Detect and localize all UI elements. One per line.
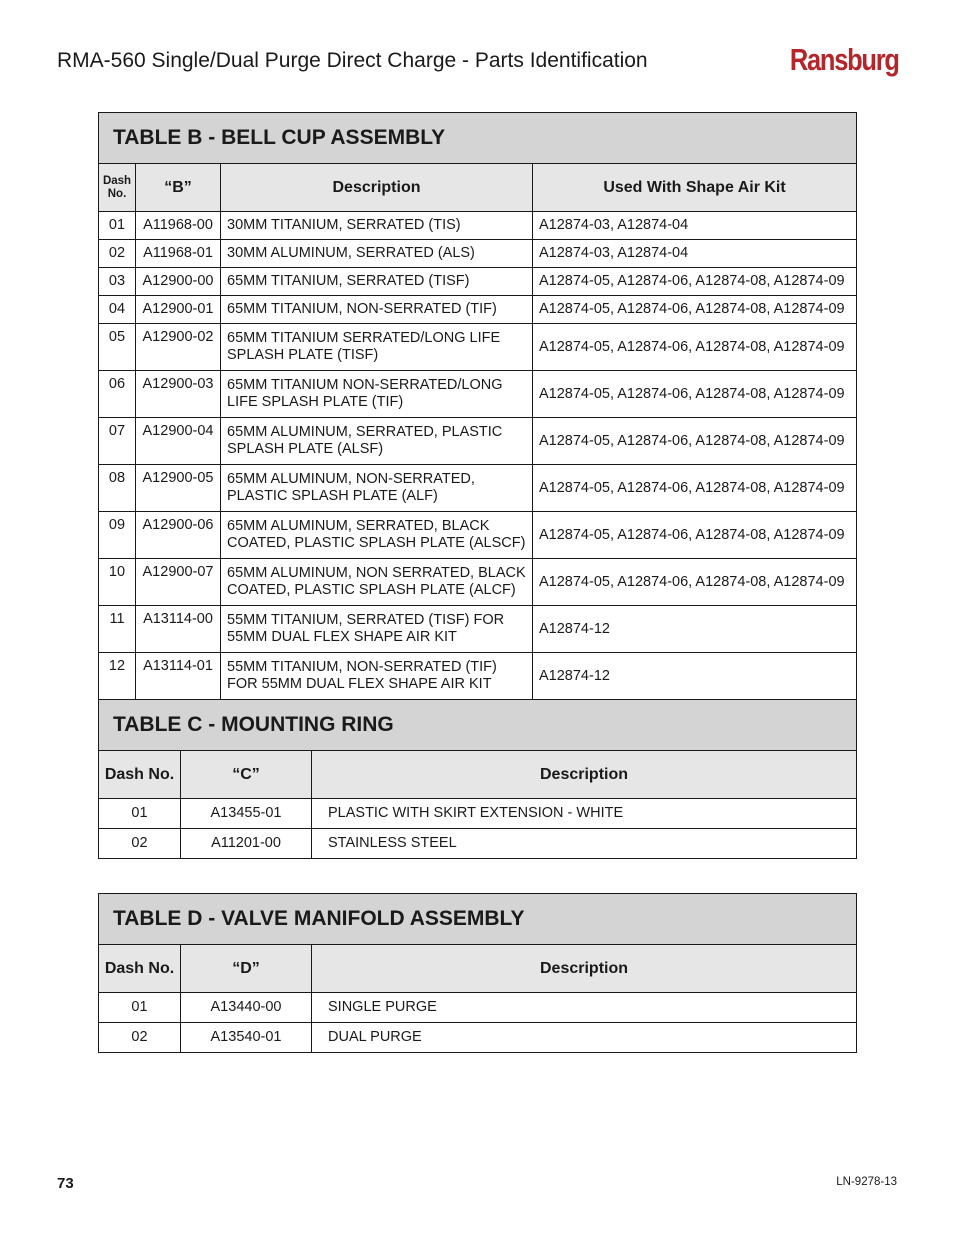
dash-cell: 05 — [99, 324, 136, 371]
column-header-description: Description — [221, 164, 533, 212]
table-title: TABLE C - MOUNTING RING — [99, 700, 857, 751]
dash-cell: 02 — [99, 1023, 181, 1053]
table-row — [99, 799, 857, 829]
description-cell: 65MM TITANIUM, NON-SERRATED (TIF) — [221, 296, 533, 324]
table-row — [99, 512, 857, 559]
part-cell: A12900-01 — [136, 296, 221, 324]
column-header-kit: Used With Shape Air Kit — [533, 164, 857, 212]
column-header-part: “B” — [136, 164, 221, 212]
kit-cell: A12874-05, A12874-06, A12874-08, A12874-09 — [533, 418, 857, 465]
table-row — [99, 268, 857, 296]
description-cell: DUAL PURGE — [312, 1023, 857, 1053]
part-cell: A11968-00 — [136, 212, 221, 240]
table-row — [99, 296, 857, 324]
dash-cell: 11 — [99, 606, 136, 653]
part-cell: A12900-04 — [136, 418, 221, 465]
table-title: TABLE D - VALVE MANIFOLD ASSEMBLY — [99, 894, 857, 945]
description-cell: 55MM TITANIUM, SERRATED (TISF) FOR 55MM DUAL FLEX SHAPE AIR KIT — [221, 606, 533, 653]
column-header-dash: Dash No. — [99, 751, 181, 799]
mounting-ring-table — [98, 699, 857, 859]
dash-cell: 01 — [99, 993, 181, 1023]
dash-cell: 02 — [99, 829, 181, 859]
column-header-description: Description — [312, 751, 857, 799]
table-row — [99, 371, 857, 418]
dash-cell: 07 — [99, 418, 136, 465]
dash-cell: 08 — [99, 465, 136, 512]
table-row — [99, 993, 857, 1023]
description-cell: 65MM ALUMINUM, SERRATED, BLACK COATED, PLASTIC SPLASH PLATE (ALSCF) — [221, 512, 533, 559]
dash-cell: 01 — [99, 212, 136, 240]
dash-cell: 09 — [99, 512, 136, 559]
kit-cell: A12874-05, A12874-06, A12874-08, A12874-09 — [533, 268, 857, 296]
part-cell: A12900-02 — [136, 324, 221, 371]
kit-cell: A12874-12 — [533, 653, 857, 700]
part-cell: A13455-01 — [181, 799, 312, 829]
part-cell: A12900-05 — [136, 465, 221, 512]
description-cell: 65MM TITANIUM SERRATED/LONG LIFE SPLASH PLATE (TISF) — [221, 324, 533, 371]
kit-cell: A12874-05, A12874-06, A12874-08, A12874-09 — [533, 559, 857, 606]
column-header-dash: Dash No. — [99, 945, 181, 993]
description-cell: PLASTIC WITH SKIRT EXTENSION - WHITE — [312, 799, 857, 829]
description-cell: 65MM ALUMINUM, SERRATED, PLASTIC SPLASH PLATE (ALSF) — [221, 418, 533, 465]
description-cell: SINGLE PURGE — [312, 993, 857, 1023]
dash-cell: 03 — [99, 268, 136, 296]
part-cell: A13114-01 — [136, 653, 221, 700]
bell-cup-assembly-table — [98, 112, 857, 700]
table-row — [99, 653, 857, 700]
part-cell: A12900-00 — [136, 268, 221, 296]
column-header-part: “C” — [181, 751, 312, 799]
table-row — [99, 418, 857, 465]
table-row — [99, 240, 857, 268]
part-cell: A13540-01 — [181, 1023, 312, 1053]
dash-cell: 04 — [99, 296, 136, 324]
description-cell: 65MM ALUMINUM, NON-SERRATED, PLASTIC SPLASH PLATE (ALF) — [221, 465, 533, 512]
description-cell: 30MM TITANIUM, SERRATED (TIS) — [221, 212, 533, 240]
description-cell: 65MM TITANIUM NON-SERRATED/LONG LIFE SPLASH PLATE (TIF) — [221, 371, 533, 418]
description-cell: 65MM ALUMINUM, NON SERRATED, BLACK COATED, PLASTIC SPLASH PLATE (ALCF) — [221, 559, 533, 606]
part-cell: A12900-07 — [136, 559, 221, 606]
dash-cell: 10 — [99, 559, 136, 606]
kit-cell: A12874-03, A12874-04 — [533, 212, 857, 240]
description-cell: 65MM TITANIUM, SERRATED (TISF) — [221, 268, 533, 296]
dash-cell: 06 — [99, 371, 136, 418]
valve-manifold-assembly-table — [98, 893, 857, 1053]
description-cell: STAINLESS STEEL — [312, 829, 857, 859]
ransburg-logo: Ransburg — [790, 42, 899, 77]
part-cell: A12900-06 — [136, 512, 221, 559]
document-code: LN-9278-13 — [836, 1176, 897, 1188]
table-row — [99, 829, 857, 859]
page-number: 73 — [57, 1175, 74, 1192]
table-row — [99, 324, 857, 371]
part-cell: A12900-03 — [136, 371, 221, 418]
kit-cell: A12874-03, A12874-04 — [533, 240, 857, 268]
dash-cell: 02 — [99, 240, 136, 268]
table-row — [99, 606, 857, 653]
table-row — [99, 212, 857, 240]
part-cell: A13440-00 — [181, 993, 312, 1023]
kit-cell: A12874-05, A12874-06, A12874-08, A12874-09 — [533, 324, 857, 371]
kit-cell: A12874-12 — [533, 606, 857, 653]
dash-cell: 12 — [99, 653, 136, 700]
kit-cell: A12874-05, A12874-06, A12874-08, A12874-09 — [533, 296, 857, 324]
kit-cell: A12874-05, A12874-06, A12874-08, A12874-09 — [533, 512, 857, 559]
page-title: RMA-560 Single/Dual Purge Direct Charge - Parts Identification — [57, 49, 648, 72]
column-header-dash: Dash No. — [99, 164, 136, 212]
part-cell: A11201-00 — [181, 829, 312, 859]
table-row — [99, 559, 857, 606]
column-header-description: Description — [312, 945, 857, 993]
column-header-part: “D” — [181, 945, 312, 993]
table-title: TABLE B - BELL CUP ASSEMBLY — [99, 113, 857, 164]
kit-cell: A12874-05, A12874-06, A12874-08, A12874-09 — [533, 465, 857, 512]
part-cell: A11968-01 — [136, 240, 221, 268]
description-cell: 55MM TITANIUM, NON-SERRATED (TIF) FOR 55MM DUAL FLEX SHAPE AIR KIT — [221, 653, 533, 700]
table-row — [99, 465, 857, 512]
kit-cell: A12874-05, A12874-06, A12874-08, A12874-09 — [533, 371, 857, 418]
table-row — [99, 1023, 857, 1053]
dash-cell: 01 — [99, 799, 181, 829]
description-cell: 30MM ALUMINUM, SERRATED (ALS) — [221, 240, 533, 268]
part-cell: A13114-00 — [136, 606, 221, 653]
